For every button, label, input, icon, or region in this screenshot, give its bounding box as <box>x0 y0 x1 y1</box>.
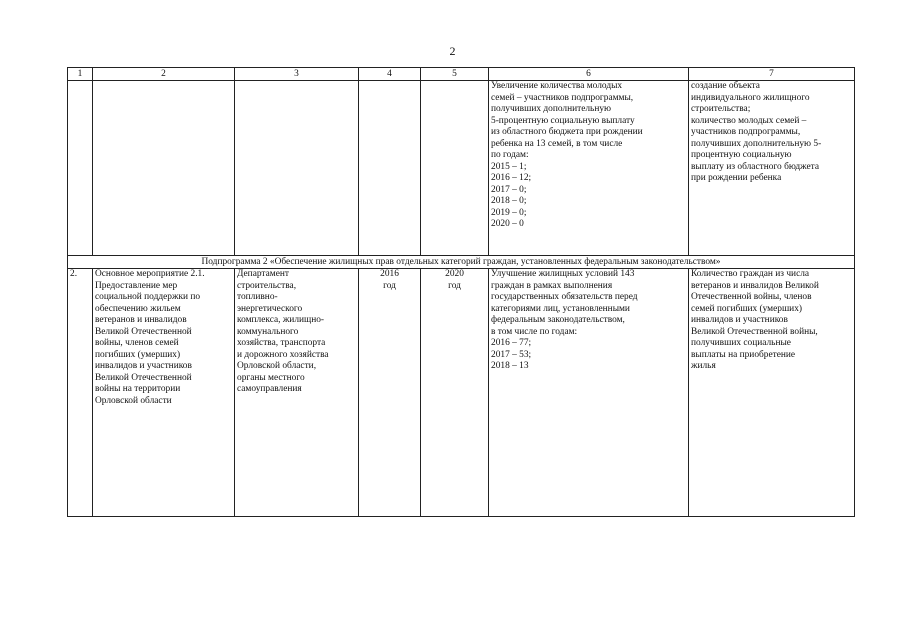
text-line: 2019 – 0; <box>491 207 527 218</box>
text-line: год <box>448 280 461 291</box>
result-cell <box>689 81 855 256</box>
text-line: Великой Отечественной <box>95 326 192 337</box>
text-line: год <box>383 280 396 291</box>
text-line: 2017 – 0; <box>491 184 527 195</box>
text-line: количество молодых семей – <box>691 115 807 126</box>
text-line: в том числе по годам: <box>491 326 578 337</box>
empty-cell <box>359 81 421 256</box>
text-line: энергетического <box>237 303 303 314</box>
end-year-cell <box>421 269 489 517</box>
page-number: 2 <box>449 44 456 58</box>
text-line: 5-процентную социальную выплату <box>491 115 635 126</box>
subprogram-row <box>68 256 855 269</box>
text-line: создание объекта <box>691 81 760 91</box>
text-line: участников подпрограммы, <box>691 127 801 137</box>
text-line: получивших социальные <box>691 338 791 348</box>
text-line: Орловской области, <box>237 361 317 371</box>
text-line: инвалидов и участников <box>95 361 192 371</box>
text-line: ветеранов и инвалидов <box>95 315 187 325</box>
text-line: выплаты на приобретение <box>691 349 796 360</box>
table-row <box>68 81 855 256</box>
column-header: 1 <box>68 68 93 81</box>
text-line: Количество граждан из числа <box>691 269 810 279</box>
column-header: 3 <box>235 68 359 81</box>
column-header: 6 <box>489 68 689 81</box>
text-line: по годам: <box>491 150 529 160</box>
text-line: из областного бюджета при рождении <box>491 127 643 137</box>
column-number-row <box>68 68 855 81</box>
text-line: 2015 – 1; <box>491 161 527 172</box>
text-line: 2016 <box>380 269 399 279</box>
text-line: получивших дополнительную 5- <box>691 138 822 149</box>
text-line: Отечественной войны, членов <box>691 292 812 302</box>
text-line: Департамент <box>237 269 289 279</box>
text-line: получивших дополнительную <box>491 104 612 114</box>
text-line: федеральным законодательством, <box>491 315 625 325</box>
text-line: семей погибших (умерших) <box>691 303 803 314</box>
text-line: Увеличение количества молодых <box>491 81 623 91</box>
text-line: 2016 – 12; <box>491 173 532 183</box>
text-line: процентную социальную <box>691 150 792 160</box>
text-line: инвалидов и участников <box>691 315 788 325</box>
column-header: 7 <box>689 68 855 81</box>
text-line: топливно- <box>237 292 278 302</box>
text-line: при рождении ребенка <box>691 173 782 183</box>
text-line: Орловской области <box>95 395 172 406</box>
text-line: комплекса, жилищно- <box>237 315 325 325</box>
row-number: 2. <box>68 269 93 517</box>
indicator-cell <box>489 269 689 517</box>
text-line: строительства, <box>237 280 297 291</box>
column-header: 2 <box>93 68 235 81</box>
text-line: Великой Отечественной <box>95 372 192 383</box>
text-line: граждан в рамках выполнения <box>491 280 613 291</box>
text-line: и дорожного хозяйства <box>237 349 329 360</box>
text-line: ветеранов и инвалидов Великой <box>691 280 819 291</box>
program-table <box>67 67 855 517</box>
text-line: хозяйства, транспорта <box>237 338 326 348</box>
table-row <box>68 269 855 517</box>
text-line: 2018 – 0; <box>491 196 527 206</box>
text-line: государственных обязательств перед <box>491 292 638 302</box>
text-line: обеспечению жильем <box>95 303 181 314</box>
text-line: войны, членов семей <box>95 338 179 348</box>
text-line: Основное мероприятие 2.1. <box>95 269 205 279</box>
text-line: категориями лиц, установленными <box>491 303 630 314</box>
text-line: социальной поддержки по <box>95 292 201 302</box>
column-header: 4 <box>359 68 421 81</box>
column-header: 5 <box>421 68 489 81</box>
text-line: 2020 – 0 <box>491 219 524 229</box>
text-line: самоуправления <box>237 384 302 394</box>
text-line: выплату из областного бюджета <box>691 161 820 172</box>
text-line: 2017 – 53; <box>491 349 532 360</box>
text-line: 2016 – 77; <box>491 338 532 348</box>
executor-cell <box>235 269 359 517</box>
text-line: жилья <box>691 361 716 371</box>
indicator-cell <box>489 81 689 256</box>
text-line: коммунального <box>237 326 299 337</box>
text-line: 2020 <box>445 269 464 279</box>
empty-cell <box>68 81 93 256</box>
measure-cell <box>93 269 235 517</box>
text-line: погибших (умерших) <box>95 349 181 360</box>
text-line: Предоставление мер <box>95 280 178 291</box>
result-cell <box>689 269 855 517</box>
text-line: органы местного <box>237 372 305 383</box>
text-line: индивидуального жилищного <box>691 92 810 103</box>
subprogram-title: Подпрограмма 2 «Обеспечение жилищных прав отдельных категорий граждан, установленных федеральным законодательством» <box>68 256 855 269</box>
text-line: Улучшение жилищных условий 143 <box>491 269 635 279</box>
empty-cell <box>421 81 489 256</box>
empty-cell <box>235 81 359 256</box>
text-line: строительства; <box>691 104 751 114</box>
text-line: Великой Отечественной войны, <box>691 326 818 337</box>
text-line: ребенка на 13 семей, в том числе <box>491 138 623 149</box>
text-line: войны на территории <box>95 384 181 394</box>
text-line: 2018 – 13 <box>491 361 529 371</box>
text-line: семей – участников подпрограммы, <box>491 92 634 103</box>
empty-cell <box>93 81 235 256</box>
start-year-cell <box>359 269 421 517</box>
